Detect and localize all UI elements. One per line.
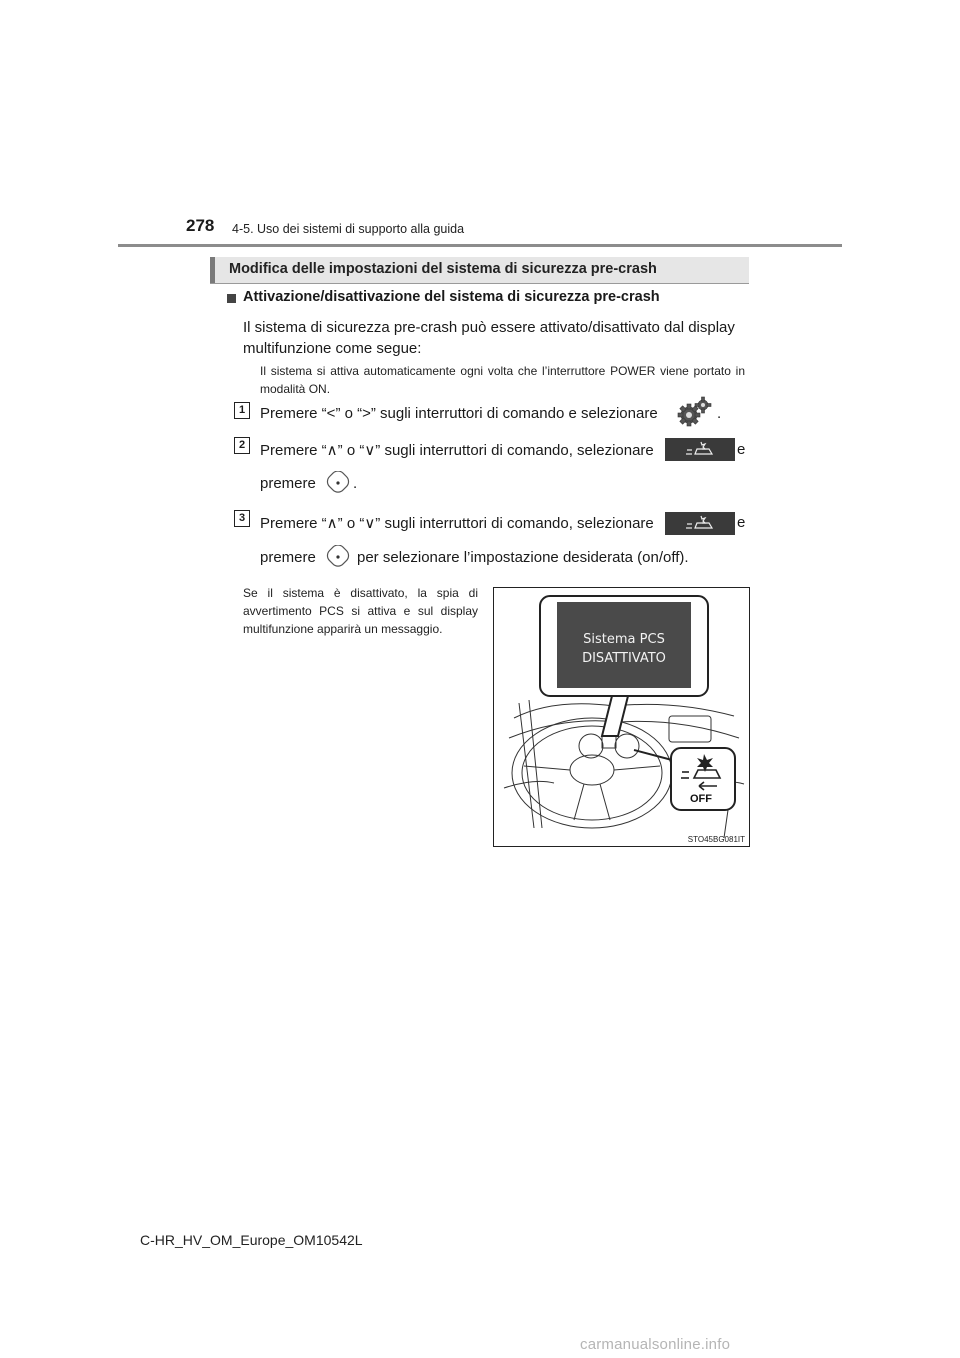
step-2-line2: premere <box>260 475 316 492</box>
dashboard-drawing <box>494 588 750 847</box>
step-3-line2: premere <box>260 549 316 566</box>
section-title-bar <box>210 257 749 283</box>
chapter-title: 4-5. Uso dei sistemi di supporto alla guida <box>232 222 465 236</box>
figure-caption: Se il sistema è disattivato, la spia di avvertimento PCS si attiva e sul display multifunzione apparirà un messaggio. <box>243 586 478 636</box>
document-footer: C-HR_HV_OM_Europe_OM10542L <box>140 1232 363 1248</box>
settings-gear-icon <box>675 396 715 428</box>
step-1-instruction: Premere “<” o “>” sugli interruttori di comando e selezionare <box>260 405 658 422</box>
step-2-line1: Premere “∧” o “∨” sugli interruttori di comando, selezionare <box>260 442 654 459</box>
section-underline <box>210 283 749 284</box>
step-3-line1: Premere “∧” o “∨” sugli interruttori di comando, selezionare <box>260 515 654 532</box>
step-1-end: . <box>717 405 722 422</box>
step-number-3: 3 <box>234 510 250 527</box>
page-number: 278 <box>186 216 215 235</box>
ok-button-icon <box>326 471 350 495</box>
step-number-2: 2 <box>234 437 250 454</box>
bullet-square-icon <box>227 294 236 303</box>
pcs-screen-line1: Sistema PCS <box>583 632 665 647</box>
pcs-menu-icon <box>665 438 735 461</box>
header-rule <box>118 244 842 247</box>
pcs-off-indicator-label: OFF <box>690 793 712 805</box>
step-3-line2-rest: per selezionare l’impostazione desiderata (on/off). <box>357 549 689 566</box>
pcs-screen-line2: DISATTIVATO <box>582 651 666 666</box>
dashboard-illustration <box>493 587 750 847</box>
step-3-e: e <box>737 514 746 531</box>
ok-button-icon <box>326 545 350 569</box>
step-number-1: 1 <box>234 402 250 419</box>
step-2-end: . <box>353 475 358 492</box>
step-2-e: e <box>737 441 746 458</box>
subsection-title: Attivazione/disattivazione del sistema di sicurezza pre-crash <box>243 289 660 305</box>
step-1-text <box>260 405 658 422</box>
site-watermark: carmanualsonline.info <box>580 1336 731 1353</box>
note-paragraph: Il sistema si attiva automaticamente ogni volta che l’interruttore POWER viene portato in modalità ON. <box>260 364 745 396</box>
intro-paragraph: Il sistema di sicurezza pre-crash può essere attivato/disattivato dal display multifunzione come segue: <box>243 319 735 357</box>
figure-code: STO45BG081IT <box>687 835 745 844</box>
pcs-menu-icon <box>665 512 735 535</box>
section-title: Modifica delle impostazioni del sistema di sicurezza pre-crash <box>229 261 657 277</box>
